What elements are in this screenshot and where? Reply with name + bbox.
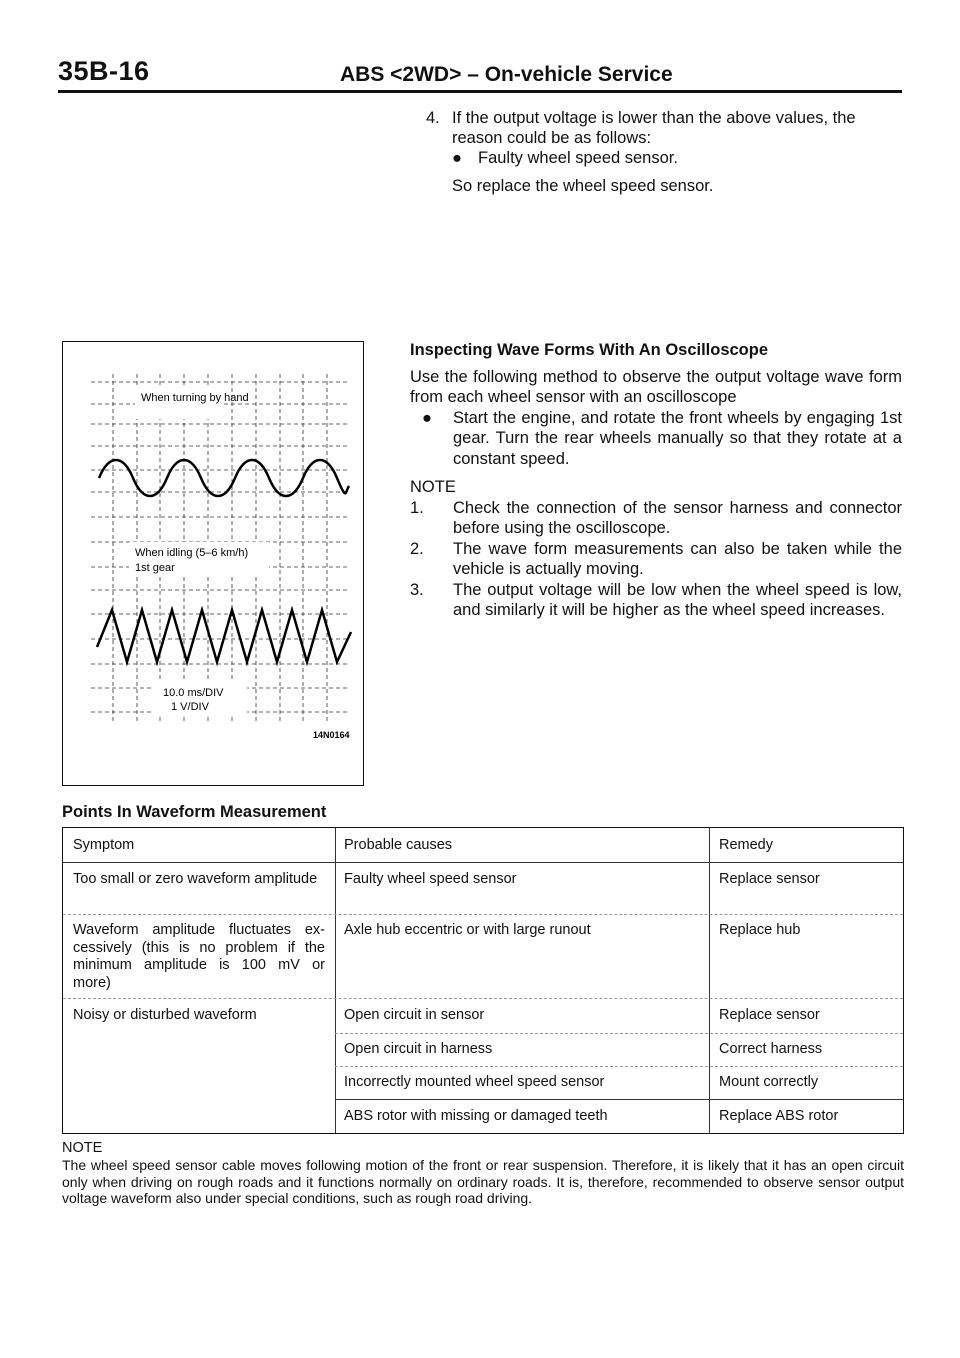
note-item xyxy=(410,580,902,621)
row3-symptom: Noisy or disturbed waveform xyxy=(73,1007,257,1023)
bullet-icon: ● xyxy=(452,149,462,167)
step-text: If the output voltage is lower than the above values, the reason could be as follows: xyxy=(452,109,856,147)
header-rule xyxy=(58,90,902,93)
column-divider xyxy=(709,828,710,1133)
page-title: ABS <2WD> – On-vehicle Service xyxy=(340,63,673,86)
conclusion-text: So replace the wheel speed sensor. xyxy=(452,177,714,195)
note-label: NOTE xyxy=(410,478,456,496)
oscilloscope-diagram xyxy=(63,342,363,785)
row4-remedy: Correct harness xyxy=(719,1041,823,1057)
inspection-section xyxy=(410,340,902,621)
label-idling: When idling (5–6 km/h) xyxy=(135,547,249,559)
row3-remedy: Replace sensor xyxy=(719,1007,820,1023)
label-volt-per-div: 1 V/DIV xyxy=(171,701,209,713)
bullet-item xyxy=(452,148,902,168)
bullet-text: Faulty wheel speed sensor. xyxy=(478,149,678,167)
header-remedy: Remedy xyxy=(719,837,773,853)
header-causes: Probable causes xyxy=(344,837,453,853)
row6-cause: ABS rotor with missing or damaged teeth xyxy=(344,1108,608,1124)
row-divider xyxy=(335,1099,903,1100)
row2-remedy: Replace hub xyxy=(719,922,801,938)
note-text: The output voltage will be low when the wheel speed is low, and similarly it will be higher as the wheel speed increases. xyxy=(453,580,902,619)
row-divider xyxy=(335,1066,903,1067)
row2-symptom: Waveform amplitude fluctuates ex-cessively (this is no problem if the minimum amplitude is 100 mV or more) xyxy=(73,922,325,991)
inspection-heading: Inspecting Wave Forms With An Oscilloscope xyxy=(410,341,769,359)
inspection-bullet-item xyxy=(410,408,902,470)
row-divider xyxy=(335,1033,903,1034)
inspection-bullet-text: Start the engine, and rotate the front wheels by engaging 1st gear. Turn the rear wheels manually so that they rotate at a constant speed. xyxy=(453,408,902,468)
bottom-note-text: The wheel speed sensor cable moves following motion of the front or rear suspension. Therefore, it is likely that it has an open circuit only when driving on rough roads and it functions normally on ordinary roads. It is, therefore, recommended to observe sensor output voltage waveform also under special conditions, such as rough road driving. xyxy=(62,1157,904,1206)
label-turning-by-hand-text: When turning by hand xyxy=(141,392,249,404)
row1-remedy: Replace sensor xyxy=(719,871,820,887)
points-heading: Points In Waveform Measurement xyxy=(62,803,327,821)
row1-symptom: Too small or zero waveform amplitude xyxy=(73,871,318,887)
note-text: Check the connection of the sensor harness and connector before using the oscilloscope. xyxy=(453,498,902,537)
header-divider xyxy=(63,862,903,863)
step-4 xyxy=(426,108,902,148)
row2-cause: Axle hub eccentric or with large runout xyxy=(344,922,591,938)
label-first-gear: 1st gear xyxy=(135,562,175,574)
inspection-intro: Use the following method to observe the output voltage wave form from each wheel sensor with an oscilloscope xyxy=(410,367,902,406)
top-section xyxy=(426,108,902,196)
header-symptom: Symptom xyxy=(73,837,135,853)
row-divider xyxy=(63,998,903,999)
waveform-table xyxy=(62,827,904,1134)
row6-remedy: Replace ABS rotor xyxy=(719,1108,839,1124)
note-number: 1. xyxy=(410,498,424,517)
row4-cause: Open circuit in harness xyxy=(344,1041,493,1057)
waveform-hand-rotation xyxy=(99,460,349,496)
note-item xyxy=(410,498,902,539)
note-text: The wave form measurements can also be taken while the vehicle is actually moving. xyxy=(453,539,902,578)
note-item xyxy=(410,539,902,580)
note-number: 3. xyxy=(410,580,424,599)
note-number: 2. xyxy=(410,539,424,558)
row5-cause: Incorrectly mounted wheel speed sensor xyxy=(344,1074,605,1090)
bottom-note-label: NOTE xyxy=(62,1140,103,1156)
figure-code: 14N0164 xyxy=(313,730,350,740)
row3-cause: Open circuit in sensor xyxy=(344,1007,485,1023)
page-number: 35B-16 xyxy=(58,56,150,86)
column-divider xyxy=(335,828,336,1133)
label-time-per-div: 10.0 ms/DIV xyxy=(163,687,224,699)
row5-remedy: Mount correctly xyxy=(719,1074,819,1090)
row1-cause: Faulty wheel speed sensor xyxy=(344,871,517,887)
label-turning-by-hand xyxy=(141,392,249,404)
waveform-idling xyxy=(97,610,351,662)
oscilloscope-figure xyxy=(62,341,364,786)
row-divider xyxy=(63,914,903,915)
bullet-icon: ● xyxy=(422,408,432,427)
step-number: 4. xyxy=(426,109,440,127)
